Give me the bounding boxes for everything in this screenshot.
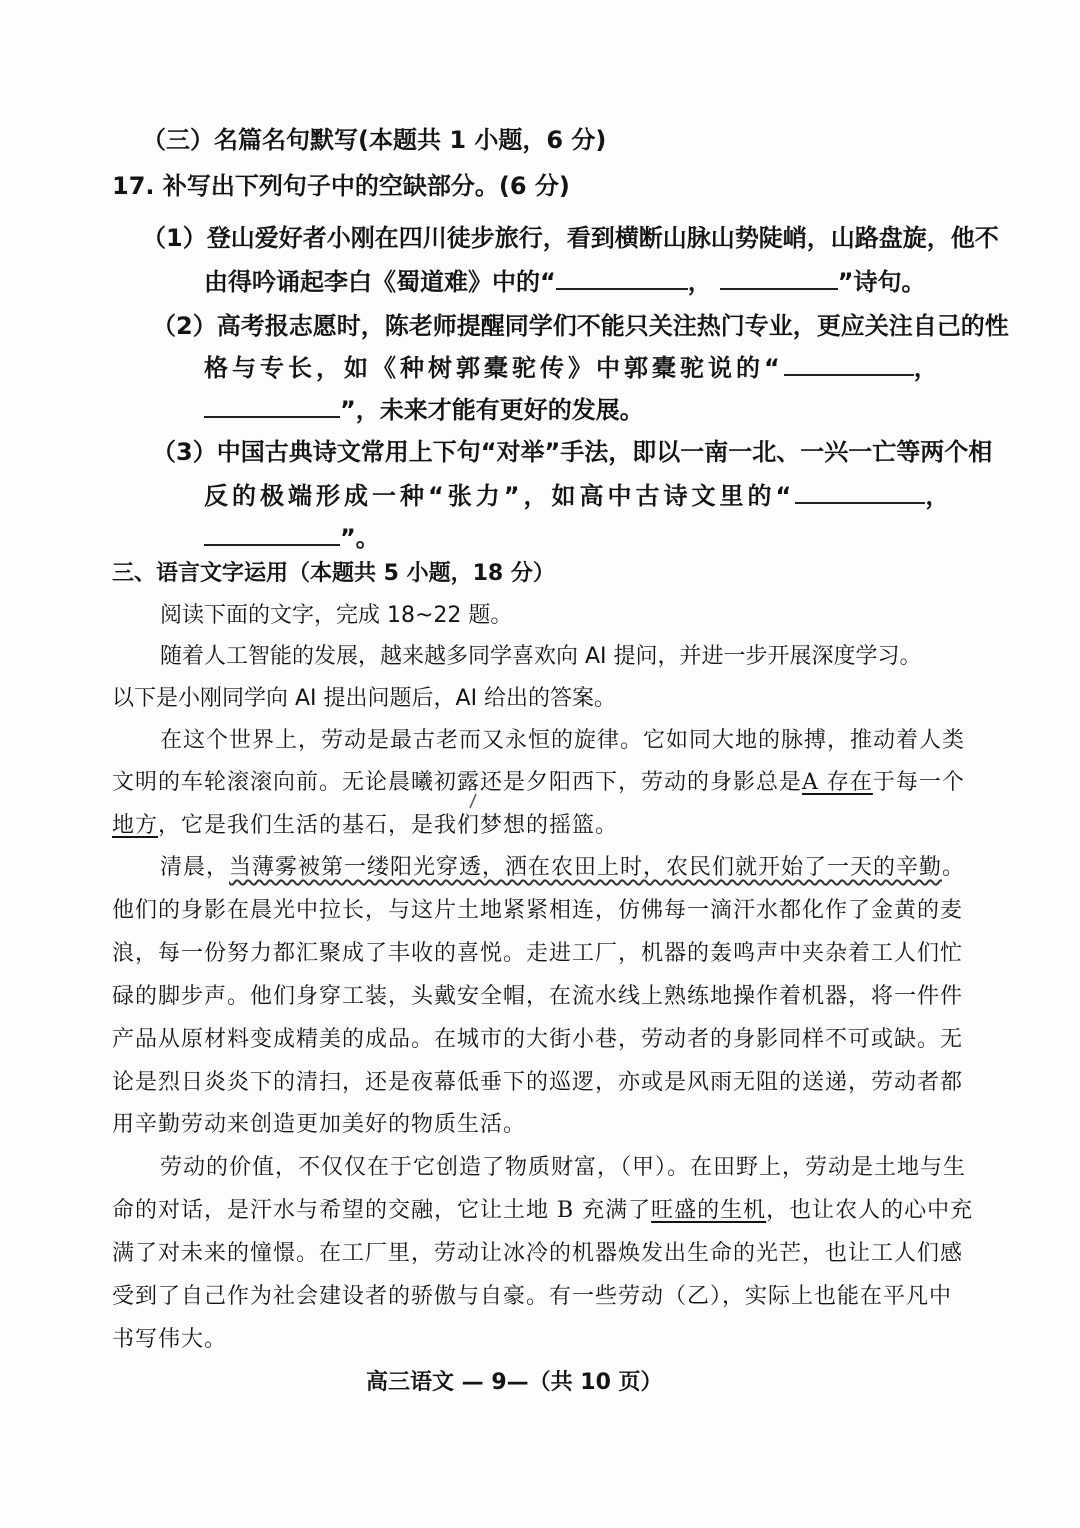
- tick-mark-2: [460, 818, 468, 828]
- para2-text-b: 。: [942, 855, 966, 880]
- q17-part1-text-b: ，: [687, 268, 712, 296]
- q17-part3-text-c: ”。: [340, 524, 380, 552]
- q17-part3-text-a: 反的极端形成一种“张力”，如高中古诗文里的“: [204, 482, 796, 510]
- para2-line3: 浪，每一份努力都汇聚成了丰收的喜悦。走进工厂，机器的轰鸣声中夹杂着工人们忙: [112, 941, 964, 966]
- q17-part2-text-c: ”，未来才能有更好的发展。: [340, 396, 644, 424]
- para2-line5: 产品从原材料变成精美的成品。在城市的大街小巷，劳动者的身影同样不可或缺。无: [112, 1027, 964, 1052]
- intro-line2: 以下是小刚同学向 AI 提出问题后，AI 给出的答案。: [112, 686, 617, 711]
- wavy-underlined-sentence: 当薄雾被第一缕阳光穿透，洒在农田上时，农民们就开始了一天的辛勤: [229, 855, 943, 880]
- intro-line1: 随着人工智能的发展，越来越多同学喜欢向 AI 提问，并进一步开展深度学习。: [160, 644, 922, 669]
- para3-line3: 满了对未来的憧憬。在工厂里，劳动让冰冷的机器焕发出生命的光芒，也让工人们感: [112, 1241, 964, 1266]
- tick-mark-1: [470, 794, 476, 808]
- part3-instruction: 阅读下面的文字，完成 18~22 题。: [160, 603, 513, 628]
- para3-line5: 书写伟大。: [112, 1327, 228, 1352]
- q17-part2-line1: （2）高考报志愿时，陈老师提醒同学们不能只关注热门专业，更应关注自己的性: [152, 312, 1009, 340]
- pencil-tick-marks: [460, 794, 476, 828]
- marked-phrase-a: A 存在: [802, 770, 873, 795]
- q17-part1-text-a: 由得吟诵起李白《蜀道难》中的“: [204, 268, 556, 296]
- q17-part2-text-a: 格与专长，如《种树郭橐驼传》中郭橐驼说的“: [204, 354, 784, 382]
- para2-line6: 论是烈日炎炎下的清扫，还是夜幕低垂下的巡逻，亦或是风雨无阻的送递，劳动者都: [112, 1070, 964, 1095]
- para3-line1: 劳动的价值，不仅仅在于它创造了物质财富，（甲）。在田野上，劳动是土地与生: [160, 1155, 967, 1180]
- marked-phrase-b: 旺盛的生机: [651, 1198, 767, 1223]
- question-17-title: 17. 补写出下列句子中的空缺部分。(6 分): [112, 172, 570, 200]
- para2-line7: 用辛勤劳动来创造更加美好的物质生活。: [112, 1112, 527, 1137]
- q17-part3-line1: （3）中国古典诗文常用上下句“对举”手法，即以一南一北、一兴一亡等两个相: [152, 438, 993, 466]
- para3-text-a: 命的对话，是汗水与希望的交融，它让土地 B 充满了: [112, 1198, 652, 1223]
- para3-line4: 受到了自己作为社会建设者的骄傲与自豪。有一些劳动（乙），实际上也能在平凡中: [112, 1284, 953, 1309]
- q17-part1-text-c: ”诗句。: [837, 268, 926, 296]
- para2-line4: 碌的脚步声。他们身穿工装，头戴安全帽，在流水线上熟练地操作着机器，将一件件: [112, 984, 964, 1009]
- section-header: （三）名篇名句默写(本题共 1 小题，6 分): [142, 126, 607, 154]
- q17-part3-text-b: ，: [925, 482, 954, 510]
- para2-text-a: 清晨，: [160, 855, 230, 880]
- para1-text-a: 文明的车轮滚滚向前。无论晨曦初露还是夕阳西下，劳动的身影总是: [112, 770, 803, 795]
- marked-phrase-a-end: 地方: [112, 813, 159, 838]
- para3-text-b: ，也让农人的心中充: [766, 1198, 974, 1223]
- para1-text-b: 于每一个: [872, 770, 965, 795]
- part3-header: 三、语言文字运用（本题共 5 小题，18 分）: [112, 561, 555, 586]
- q17-part2-text-b: ，: [913, 354, 942, 382]
- para1-text-c: ，它是我们生活的基石，是我们梦想的摇篮。: [158, 813, 619, 838]
- q17-part1-line1: （1）登山爱好者小刚在四川徒步旅行，看到横断山脉山势陡峭，山路盘旋，他不: [142, 224, 999, 252]
- para2-line2: 他们的身影在晨光中拉长，与这片土地紧紧相连，仿佛每一滴汗水都化作了金黄的麦: [112, 898, 964, 923]
- para1-line1: 在这个世界上，劳动是最古老而又永恒的旋律。它如同大地的脉搏，推动着人类: [160, 728, 966, 753]
- page-footer: 高三语文 — 9—（共 10 页）: [366, 1370, 663, 1395]
